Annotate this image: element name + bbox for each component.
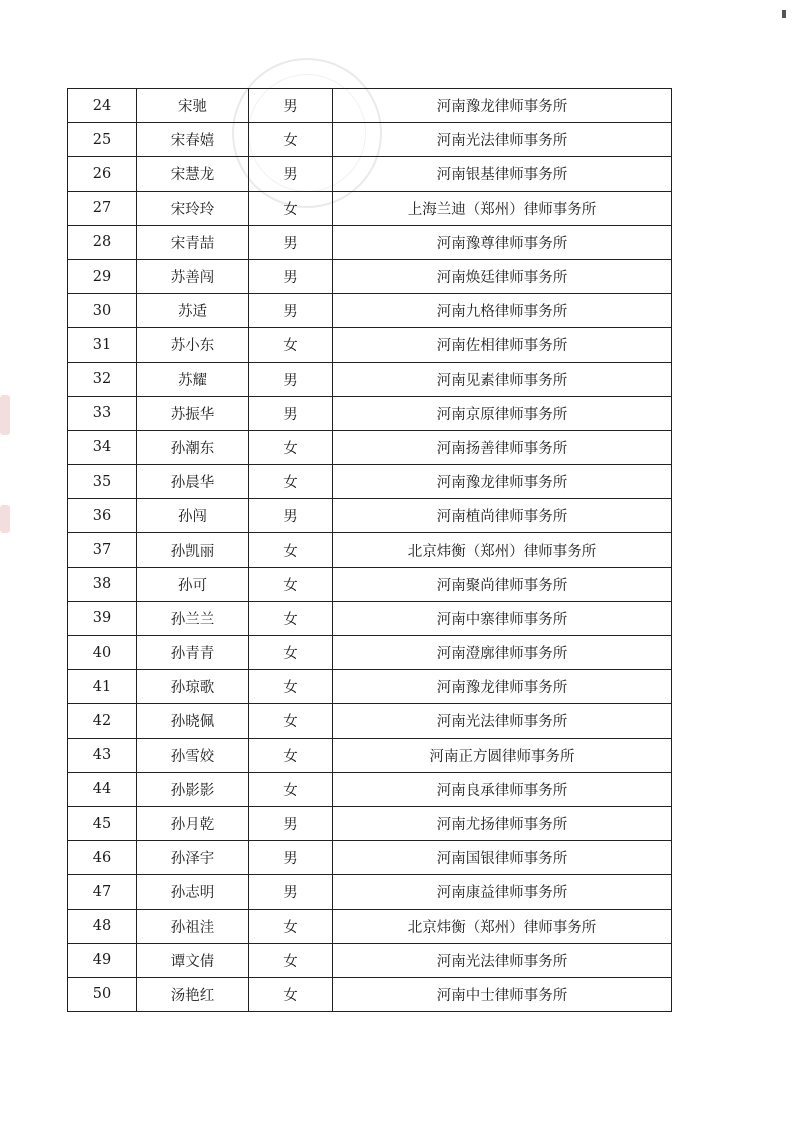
law-firm-cell: 河南京原律师事务所: [333, 396, 672, 430]
law-firm-cell: 河南九格律师事务所: [333, 294, 672, 328]
person-name-cell: 孙青青: [137, 636, 249, 670]
table-row: [68, 772, 672, 806]
gender-cell: 女: [249, 670, 333, 704]
person-name-cell: 宋驰: [137, 89, 249, 123]
law-firm-cell: 河南康益律师事务所: [333, 875, 672, 909]
gender-cell: 男: [249, 841, 333, 875]
gender-cell: 男: [249, 157, 333, 191]
gender-cell: 女: [249, 191, 333, 225]
row-number-cell: 48: [68, 909, 137, 943]
law-firm-cell: 河南见素律师事务所: [333, 362, 672, 396]
gender-cell: 女: [249, 704, 333, 738]
person-name-cell: 孙月乾: [137, 806, 249, 840]
table-row: [68, 601, 672, 635]
roster-body: [68, 89, 672, 1012]
table-row: [68, 157, 672, 191]
person-name-cell: 孙晨华: [137, 465, 249, 499]
gender-cell: 男: [249, 396, 333, 430]
law-firm-cell: 河南光法律师事务所: [333, 704, 672, 738]
row-number-cell: 39: [68, 601, 137, 635]
person-name-cell: 苏适: [137, 294, 249, 328]
person-name-cell: 宋青喆: [137, 225, 249, 259]
table-row: [68, 567, 672, 601]
person-name-cell: 苏振华: [137, 396, 249, 430]
person-name-cell: 汤艳红: [137, 977, 249, 1011]
row-number-cell: 37: [68, 533, 137, 567]
gender-cell: 女: [249, 977, 333, 1011]
gender-cell: 男: [249, 499, 333, 533]
gender-cell: 女: [249, 738, 333, 772]
law-firm-cell: 北京炜衡（郑州）律师事务所: [333, 909, 672, 943]
person-name-cell: 宋玲玲: [137, 191, 249, 225]
gender-cell: 男: [249, 225, 333, 259]
row-number-cell: 31: [68, 328, 137, 362]
table-row: [68, 636, 672, 670]
person-name-cell: 孙晓佩: [137, 704, 249, 738]
person-name-cell: 苏小东: [137, 328, 249, 362]
person-name-cell: 宋慧龙: [137, 157, 249, 191]
person-name-cell: 孙凯丽: [137, 533, 249, 567]
row-number-cell: 36: [68, 499, 137, 533]
row-number-cell: 50: [68, 977, 137, 1011]
edge-stain: [0, 505, 10, 533]
row-number-cell: 30: [68, 294, 137, 328]
gender-cell: 男: [249, 362, 333, 396]
row-number-cell: 43: [68, 738, 137, 772]
row-number-cell: 42: [68, 704, 137, 738]
law-firm-cell: 河南佐相律师事务所: [333, 328, 672, 362]
row-number-cell: 33: [68, 396, 137, 430]
law-firm-cell: 河南银基律师事务所: [333, 157, 672, 191]
table-row: [68, 909, 672, 943]
gender-cell: 男: [249, 89, 333, 123]
law-firm-cell: 河南豫尊律师事务所: [333, 225, 672, 259]
row-number-cell: 35: [68, 465, 137, 499]
row-number-cell: 26: [68, 157, 137, 191]
law-firm-cell: 河南正方圆律师事务所: [333, 738, 672, 772]
table-row: [68, 806, 672, 840]
gender-cell: 女: [249, 601, 333, 635]
row-number-cell: 44: [68, 772, 137, 806]
table-row: [68, 977, 672, 1011]
person-name-cell: 孙泽宇: [137, 841, 249, 875]
row-number-cell: 40: [68, 636, 137, 670]
law-firm-cell: 河南光法律师事务所: [333, 943, 672, 977]
law-firm-cell: 河南豫龙律师事务所: [333, 465, 672, 499]
table-row: [68, 294, 672, 328]
table-row: [68, 225, 672, 259]
person-name-cell: 孙潮东: [137, 430, 249, 464]
gender-cell: 女: [249, 772, 333, 806]
law-firm-cell: 河南聚尚律师事务所: [333, 567, 672, 601]
row-number-cell: 46: [68, 841, 137, 875]
gender-cell: 男: [249, 259, 333, 293]
edge-stain: [0, 395, 10, 435]
gender-cell: 女: [249, 909, 333, 943]
person-name-cell: 苏耀: [137, 362, 249, 396]
row-number-cell: 29: [68, 259, 137, 293]
table-row: [68, 533, 672, 567]
law-firm-cell: 河南中士律师事务所: [333, 977, 672, 1011]
row-number-cell: 27: [68, 191, 137, 225]
law-firm-cell: 河南植尚律师事务所: [333, 499, 672, 533]
law-firm-cell: 上海兰迪（郑州）律师事务所: [333, 191, 672, 225]
table-row: [68, 841, 672, 875]
row-number-cell: 41: [68, 670, 137, 704]
table-row: [68, 396, 672, 430]
row-number-cell: 24: [68, 89, 137, 123]
law-firm-cell: 河南澄廓律师事务所: [333, 636, 672, 670]
law-firm-cell: 河南扬善律师事务所: [333, 430, 672, 464]
scan-mark: [782, 10, 786, 18]
gender-cell: 女: [249, 567, 333, 601]
law-firm-cell: 河南豫龙律师事务所: [333, 670, 672, 704]
gender-cell: 女: [249, 430, 333, 464]
person-name-cell: 孙祖洼: [137, 909, 249, 943]
table-row: [68, 670, 672, 704]
row-number-cell: 38: [68, 567, 137, 601]
row-number-cell: 25: [68, 123, 137, 157]
table-row: [68, 362, 672, 396]
gender-cell: 女: [249, 636, 333, 670]
gender-cell: 男: [249, 294, 333, 328]
law-firm-cell: 北京炜衡（郑州）律师事务所: [333, 533, 672, 567]
table-row: [68, 875, 672, 909]
law-firm-cell: 河南光法律师事务所: [333, 123, 672, 157]
table-row: [68, 123, 672, 157]
table-row: [68, 89, 672, 123]
law-firm-cell: 河南焕廷律师事务所: [333, 259, 672, 293]
table-row: [68, 943, 672, 977]
table-row: [68, 738, 672, 772]
row-number-cell: 28: [68, 225, 137, 259]
law-firm-cell: 河南中寨律师事务所: [333, 601, 672, 635]
gender-cell: 男: [249, 806, 333, 840]
gender-cell: 女: [249, 465, 333, 499]
row-number-cell: 45: [68, 806, 137, 840]
law-firm-cell: 河南良承律师事务所: [333, 772, 672, 806]
person-name-cell: 孙影影: [137, 772, 249, 806]
table-row: [68, 430, 672, 464]
person-name-cell: 孙志明: [137, 875, 249, 909]
law-firm-cell: 河南豫龙律师事务所: [333, 89, 672, 123]
row-number-cell: 49: [68, 943, 137, 977]
person-name-cell: 孙兰兰: [137, 601, 249, 635]
row-number-cell: 34: [68, 430, 137, 464]
lawyer-roster-table: [67, 88, 672, 1012]
table-row: [68, 328, 672, 362]
table-row: [68, 259, 672, 293]
table-row: [68, 465, 672, 499]
person-name-cell: 孙可: [137, 567, 249, 601]
person-name-cell: 孙琼歌: [137, 670, 249, 704]
person-name-cell: 谭文倩: [137, 943, 249, 977]
law-firm-cell: 河南国银律师事务所: [333, 841, 672, 875]
gender-cell: 女: [249, 123, 333, 157]
row-number-cell: 47: [68, 875, 137, 909]
person-name-cell: 苏善闯: [137, 259, 249, 293]
table-row: [68, 191, 672, 225]
table-row: [68, 704, 672, 738]
table-row: [68, 499, 672, 533]
gender-cell: 女: [249, 328, 333, 362]
person-name-cell: 孙雪姣: [137, 738, 249, 772]
gender-cell: 女: [249, 943, 333, 977]
person-name-cell: 孙闯: [137, 499, 249, 533]
gender-cell: 男: [249, 875, 333, 909]
law-firm-cell: 河南尤扬律师事务所: [333, 806, 672, 840]
gender-cell: 女: [249, 533, 333, 567]
person-name-cell: 宋春嬉: [137, 123, 249, 157]
row-number-cell: 32: [68, 362, 137, 396]
